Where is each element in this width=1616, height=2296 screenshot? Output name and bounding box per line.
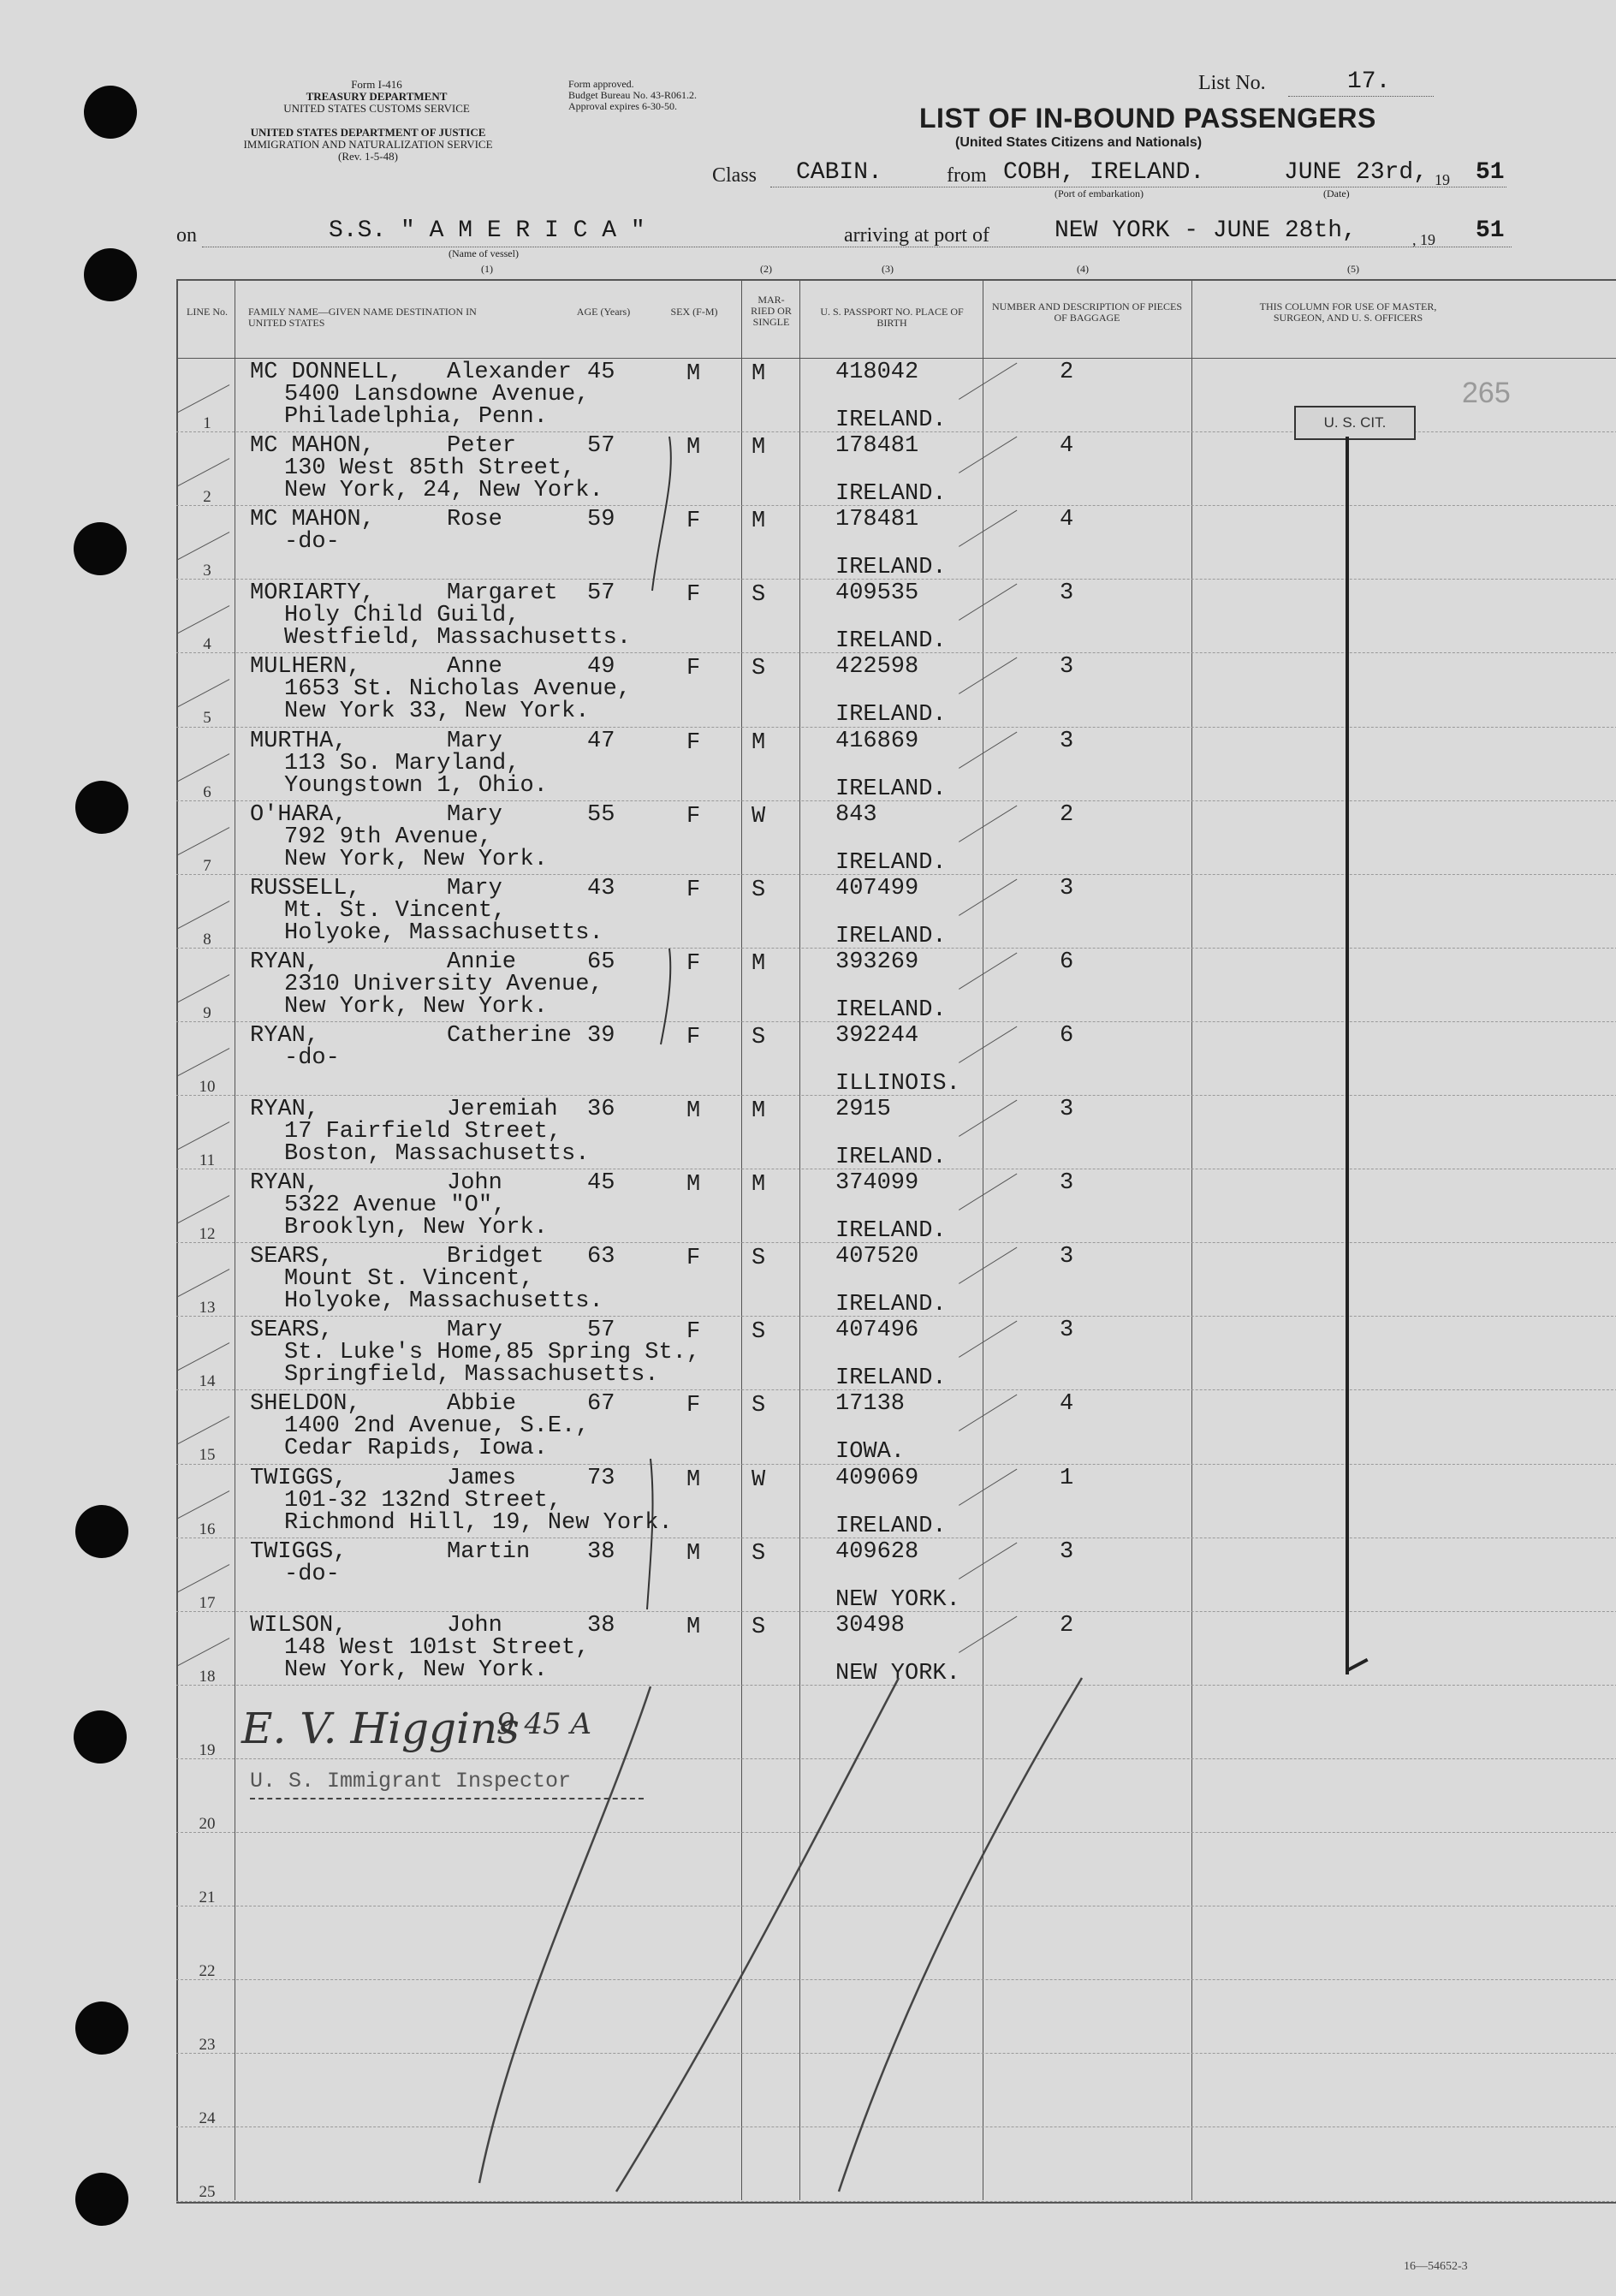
marital-status: M bbox=[752, 729, 766, 756]
passenger-given-name: Bridget bbox=[447, 1244, 544, 1270]
destination-line-1: 1400 2nd Avenue, S.E., bbox=[284, 1413, 590, 1440]
marital-status: S bbox=[752, 1024, 766, 1050]
line-number: 10 bbox=[199, 1077, 216, 1096]
passenger-surname: O'HARA, bbox=[250, 801, 348, 828]
passenger-surname: MC DONNELL, bbox=[250, 360, 403, 385]
line-number: 22 bbox=[199, 1962, 216, 1981]
passenger-surname: TWIGGS, bbox=[250, 1538, 348, 1565]
place-of-birth: IRELAND. bbox=[835, 1292, 947, 1318]
passport-number: 409069 bbox=[835, 1465, 919, 1491]
destination-line-2: New York 33, New York. bbox=[284, 699, 590, 725]
baggage-count: 3 bbox=[1060, 728, 1074, 754]
passenger-surname: TWIGGS, bbox=[250, 1465, 348, 1491]
passenger-age: 67 bbox=[587, 1391, 615, 1418]
header-divider bbox=[176, 358, 1616, 359]
destination-line-1: St. Luke's Home,85 Spring St., bbox=[284, 1340, 701, 1366]
col-header-line: LINE No. bbox=[187, 306, 228, 318]
destination-line-1: 1653 St. Nicholas Avenue, bbox=[284, 676, 632, 703]
passenger-surname: MC MAHON, bbox=[250, 507, 375, 533]
line-number: 20 bbox=[199, 1814, 216, 1833]
marital-status: S bbox=[752, 1540, 766, 1567]
arriving-label: arriving at port of bbox=[844, 224, 989, 247]
destination-line-2: Richmond Hill, 19, New York. bbox=[284, 1509, 673, 1536]
place-of-birth: IRELAND. bbox=[835, 1365, 947, 1392]
passenger-given-name: Anne bbox=[447, 654, 502, 681]
passenger-given-name: John bbox=[447, 1612, 502, 1639]
passenger-sex: F bbox=[686, 1393, 701, 1419]
marital-status: S bbox=[752, 1393, 766, 1419]
us-citizen-stamp bbox=[1294, 406, 1416, 440]
passenger-surname: RYAN, bbox=[250, 949, 320, 975]
bracket-line bbox=[1346, 437, 1349, 1674]
line-number: 15 bbox=[199, 1446, 216, 1465]
budget-bureau: Budget Bureau No. 43-R061.2. bbox=[568, 89, 697, 101]
col-divider bbox=[799, 281, 800, 2200]
passenger-sex: F bbox=[686, 582, 701, 609]
passport-number: 407496 bbox=[835, 1318, 919, 1344]
place-of-birth: IRELAND. bbox=[835, 996, 947, 1023]
place-of-birth: IRELAND. bbox=[835, 555, 947, 581]
passenger-age: 57 bbox=[587, 580, 615, 607]
place-of-birth: IOWA. bbox=[835, 1439, 906, 1466]
passenger-sex: F bbox=[686, 803, 701, 830]
customs-service: UNITED STATES CUSTOMS SERVICE bbox=[283, 102, 470, 115]
destination-line-1: Holy Child Guild, bbox=[284, 603, 520, 629]
passenger-sex: M bbox=[686, 1466, 701, 1493]
passenger-age: 49 bbox=[587, 654, 615, 681]
date-value: JUNE 23rd, bbox=[1284, 159, 1429, 186]
baggage-count: 3 bbox=[1060, 580, 1074, 607]
list-no-underline bbox=[1288, 96, 1434, 97]
passport-number: 392244 bbox=[835, 1022, 919, 1049]
passport-number: 407520 bbox=[835, 1244, 919, 1270]
marital-status: S bbox=[752, 1246, 766, 1272]
ins-service: IMMIGRATION AND NATURALIZATION SERVICE bbox=[243, 138, 493, 151]
col-num-4: (4) bbox=[1077, 263, 1089, 275]
destination-line-2: Youngstown 1, Ohio. bbox=[284, 772, 548, 799]
passenger-given-name: Rose bbox=[447, 507, 502, 533]
baggage-count: 3 bbox=[1060, 875, 1074, 901]
marital-status: M bbox=[752, 950, 766, 977]
passenger-sex: F bbox=[686, 1024, 701, 1050]
footer-code: 16—54652-3 bbox=[1404, 2260, 1468, 2273]
destination-line-1: 5400 Lansdowne Avenue, bbox=[284, 382, 590, 407]
baggage-count: 1 bbox=[1060, 1465, 1074, 1491]
destination-line-2: New York, New York. bbox=[284, 993, 548, 1020]
passenger-given-name: Peter bbox=[447, 433, 517, 460]
passenger-sex: M bbox=[686, 361, 701, 387]
passenger-age: 55 bbox=[587, 801, 615, 828]
department: TREASURY DEPARTMENT bbox=[306, 90, 448, 103]
destination-line-1: -do- bbox=[284, 529, 340, 556]
place-of-birth: IRELAND. bbox=[835, 1145, 947, 1170]
row-rule bbox=[176, 2126, 1616, 2127]
justice-department: UNITED STATES DEPARTMENT OF JUSTICE bbox=[250, 126, 486, 139]
destination-line-2: Springfield, Massachusetts. bbox=[284, 1362, 659, 1389]
place-of-birth: IRELAND. bbox=[835, 407, 947, 433]
inspector-label: U. S. Immigrant Inspector bbox=[250, 1769, 572, 1793]
passenger-age: 65 bbox=[587, 949, 615, 975]
punch-hole bbox=[75, 2002, 128, 2055]
baggage-count: 3 bbox=[1060, 1538, 1074, 1565]
passenger-sex: F bbox=[686, 509, 701, 535]
baggage-count: 6 bbox=[1060, 1022, 1074, 1049]
passenger-age: 57 bbox=[587, 1318, 615, 1344]
revision: (Rev. 1-5-48) bbox=[338, 150, 398, 163]
form-number: Form I-416 bbox=[351, 78, 402, 91]
punch-hole bbox=[84, 86, 137, 139]
place-of-birth: IRELAND. bbox=[835, 481, 947, 508]
vessel-caption: (Name of vessel) bbox=[449, 247, 519, 259]
passenger-given-name: Annie bbox=[447, 949, 517, 975]
row-rule bbox=[176, 1979, 1616, 1980]
passport-number: 178481 bbox=[835, 433, 919, 460]
date-caption: (Date) bbox=[1323, 187, 1350, 199]
baggage-count: 3 bbox=[1060, 1170, 1074, 1197]
place-of-birth: IRELAND. bbox=[835, 776, 947, 802]
passenger-surname: MURTHA, bbox=[250, 728, 348, 754]
passenger-surname: MULHERN, bbox=[250, 654, 361, 681]
baggage-count: 4 bbox=[1060, 507, 1074, 533]
page-title: LIST OF IN-BOUND PASSENGERS bbox=[919, 103, 1376, 134]
passenger-sex: F bbox=[686, 656, 701, 682]
line-number: 25 bbox=[199, 2183, 216, 2202]
passenger-sex: F bbox=[686, 729, 701, 756]
baggage-count: 3 bbox=[1060, 1097, 1074, 1122]
destination-line-2: Westfield, Massachusetts. bbox=[284, 625, 632, 651]
passenger-given-name: Mary bbox=[447, 1318, 502, 1344]
form-approved: Form approved. bbox=[568, 78, 634, 90]
year-prefix: 19 bbox=[1435, 171, 1450, 188]
row-rule bbox=[176, 2201, 1616, 2202]
destination-line-1: Mt. St. Vincent, bbox=[284, 897, 507, 924]
arrival-value: NEW YORK - JUNE 28th, bbox=[1055, 217, 1357, 244]
marital-status: M bbox=[752, 361, 766, 387]
destination-line-2: New York, New York. bbox=[284, 846, 548, 872]
port-caption: (Port of embarkation) bbox=[1055, 187, 1144, 199]
baggage-count: 4 bbox=[1060, 433, 1074, 460]
destination-line-2: Brooklyn, New York. bbox=[284, 1215, 548, 1241]
col-num-3: (3) bbox=[882, 263, 894, 275]
passenger-given-name: Abbie bbox=[447, 1391, 517, 1418]
passenger-age: 63 bbox=[587, 1244, 615, 1270]
row-rule bbox=[176, 2053, 1616, 2054]
passenger-sex: F bbox=[686, 1319, 701, 1346]
passport-number: 416869 bbox=[835, 728, 919, 754]
place-of-birth: IRELAND. bbox=[835, 1513, 947, 1539]
line-number: 4 bbox=[203, 635, 211, 654]
place-of-birth: IRELAND. bbox=[835, 1218, 947, 1245]
passenger-given-name: Martin bbox=[447, 1538, 531, 1565]
marital-status: M bbox=[752, 1098, 766, 1124]
passenger-sex: M bbox=[686, 435, 701, 461]
place-of-birth: ILLINOIS. bbox=[835, 1070, 960, 1097]
passport-number: 418042 bbox=[835, 360, 919, 385]
marital-status: S bbox=[752, 1614, 766, 1640]
approval-expires: Approval expires 6-30-50. bbox=[568, 100, 677, 112]
from-label: from bbox=[947, 164, 987, 187]
place-of-birth: IRELAND. bbox=[835, 702, 947, 729]
line-number: 24 bbox=[199, 2109, 216, 2128]
passenger-sex: F bbox=[686, 1246, 701, 1272]
baggage-count: 2 bbox=[1060, 1612, 1074, 1639]
destination-line-2: Holyoke, Massachusetts. bbox=[284, 1288, 603, 1315]
passenger-given-name: Catherine bbox=[447, 1022, 572, 1049]
destination-line-1: 792 9th Avenue, bbox=[284, 824, 493, 850]
passport-number: 30498 bbox=[835, 1612, 906, 1639]
col-header-officers: THIS COLUMN FOR USE OF MASTER, SURGEON, AND U. S. OFFICERS bbox=[1259, 300, 1437, 324]
line-number: 2 bbox=[203, 488, 211, 507]
line-number: 1 bbox=[203, 414, 211, 432]
col-header-age: AGE (Years) bbox=[576, 306, 631, 318]
destination-line-1: 2310 University Avenue, bbox=[284, 971, 603, 997]
passenger-surname: RYAN, bbox=[250, 1022, 320, 1049]
stamp-text: U. S. CIT. bbox=[1323, 414, 1387, 431]
col-num-2: (2) bbox=[760, 263, 772, 275]
page-subtitle: (United States Citizens and Nationals) bbox=[955, 135, 1203, 150]
passport-number: 422598 bbox=[835, 654, 919, 681]
passenger-age: 45 bbox=[587, 1170, 615, 1197]
marital-status: M bbox=[752, 509, 766, 535]
destination-line-2: Holyoke, Massachusetts. bbox=[284, 919, 603, 946]
passenger-given-name: John bbox=[447, 1170, 502, 1197]
place-of-birth: NEW YORK. bbox=[835, 1660, 960, 1686]
col-divider bbox=[1191, 281, 1192, 2200]
passport-number: 409628 bbox=[835, 1538, 919, 1565]
list-no-label: List No. bbox=[1198, 72, 1266, 94]
passport-number: 178481 bbox=[835, 507, 919, 533]
passenger-given-name: Margaret bbox=[447, 580, 558, 607]
passenger-given-name: Mary bbox=[447, 875, 502, 901]
passenger-surname: SEARS, bbox=[250, 1318, 334, 1344]
passenger-age: 39 bbox=[587, 1022, 615, 1049]
marital-status: S bbox=[752, 1319, 766, 1346]
line-number: 5 bbox=[203, 709, 211, 728]
passport-number: 17138 bbox=[835, 1391, 906, 1418]
col-num-5: (5) bbox=[1347, 263, 1359, 275]
baggage-count: 4 bbox=[1060, 1391, 1074, 1418]
year-value: 51 bbox=[1476, 159, 1505, 186]
col-header-married: MAR-RIED OR SINGLE bbox=[751, 294, 792, 328]
place-of-birth: NEW YORK. bbox=[835, 1586, 960, 1613]
line-number: 12 bbox=[199, 1225, 216, 1244]
on-label: on bbox=[176, 224, 197, 247]
line-number: 9 bbox=[203, 1003, 211, 1022]
passenger-surname: RYAN, bbox=[250, 1170, 320, 1197]
destination-line-1: 17 Fairfield Street, bbox=[284, 1119, 562, 1145]
destination-line-1: -do- bbox=[284, 1044, 340, 1071]
punch-hole bbox=[75, 2173, 128, 2226]
marital-status: S bbox=[752, 877, 766, 903]
destination-line-1: 5322 Avenue "O", bbox=[284, 1193, 507, 1219]
line-number: 8 bbox=[203, 930, 211, 949]
punch-hole bbox=[75, 1505, 128, 1558]
passport-number: 407499 bbox=[835, 875, 919, 901]
inspector-underline bbox=[250, 1798, 644, 1799]
line-number: 18 bbox=[199, 1667, 216, 1686]
destination-line-2: Philadelphia, Penn. bbox=[284, 404, 548, 430]
line-number: 17 bbox=[199, 1593, 216, 1612]
place-of-birth: IRELAND. bbox=[835, 849, 947, 876]
line-number: 13 bbox=[199, 1299, 216, 1318]
punch-hole bbox=[75, 781, 128, 834]
baggage-count: 3 bbox=[1060, 1318, 1074, 1344]
passenger-surname: WILSON, bbox=[250, 1612, 348, 1639]
destination-line-1: 101-32 132nd Street, bbox=[284, 1487, 562, 1514]
marital-status: S bbox=[752, 582, 766, 609]
line-number: 6 bbox=[203, 782, 211, 801]
passenger-age: 47 bbox=[587, 728, 615, 754]
passenger-surname: MORIARTY, bbox=[250, 580, 375, 607]
line-number: 23 bbox=[199, 2036, 216, 2055]
passenger-surname: RUSSELL, bbox=[250, 875, 361, 901]
line-number: 19 bbox=[199, 1740, 216, 1759]
passenger-given-name: James bbox=[447, 1465, 517, 1491]
marital-status: M bbox=[752, 1172, 766, 1199]
destination-line-2: New York, 24, New York. bbox=[284, 478, 603, 504]
destination-line-1: -do- bbox=[284, 1561, 340, 1587]
destination-line-2: Cedar Rapids, Iowa. bbox=[284, 1436, 548, 1462]
passenger-age: 38 bbox=[587, 1612, 615, 1639]
line-number: 3 bbox=[203, 562, 211, 580]
list-number: 17. bbox=[1347, 68, 1391, 95]
arrival-year-prefix: , 19 bbox=[1412, 231, 1435, 248]
line-number: 7 bbox=[203, 856, 211, 875]
passenger-surname: SHELDON, bbox=[250, 1391, 361, 1418]
baggage-count: 2 bbox=[1060, 360, 1074, 385]
arrival-year: 51 bbox=[1476, 217, 1505, 244]
baggage-count: 3 bbox=[1060, 1244, 1074, 1270]
place-of-birth: IRELAND. bbox=[835, 628, 947, 655]
passenger-given-name: Jeremiah bbox=[447, 1097, 558, 1122]
punch-hole bbox=[84, 248, 137, 301]
passenger-sex: M bbox=[686, 1540, 701, 1567]
class-label: Class bbox=[712, 164, 758, 187]
passport-number: 393269 bbox=[835, 949, 919, 975]
row-rule bbox=[176, 1758, 1616, 1759]
passenger-age: 45 bbox=[587, 360, 615, 385]
passenger-age: 38 bbox=[587, 1538, 615, 1565]
col-divider bbox=[741, 281, 742, 2200]
place-of-birth: IRELAND. bbox=[835, 923, 947, 949]
line-number: 14 bbox=[199, 1372, 216, 1391]
passport-number: 843 bbox=[835, 801, 877, 828]
marital-status: M bbox=[752, 435, 766, 461]
baggage-count: 3 bbox=[1060, 654, 1074, 681]
line-number: 11 bbox=[199, 1151, 216, 1169]
passenger-sex: M bbox=[686, 1098, 701, 1124]
baggage-count: 2 bbox=[1060, 801, 1074, 828]
destination-line-2: New York, New York. bbox=[284, 1657, 548, 1683]
line-number: 21 bbox=[199, 1889, 216, 1906]
passport-number: 374099 bbox=[835, 1170, 919, 1197]
col-header-baggage: NUMBER AND DESCRIPTION OF PIECES OF BAGGAGE bbox=[991, 300, 1183, 324]
col-num-1: (1) bbox=[481, 263, 493, 275]
passenger-surname: MC MAHON, bbox=[250, 433, 375, 460]
line-number: 16 bbox=[199, 1520, 216, 1538]
passenger-given-name: Mary bbox=[447, 801, 502, 828]
passenger-surname: SEARS, bbox=[250, 1244, 334, 1270]
col-header-sex: SEX (F-M) bbox=[670, 306, 718, 318]
destination-line-1: 130 West 85th Street, bbox=[284, 455, 576, 482]
passenger-given-name: Mary bbox=[447, 728, 502, 754]
port-value: COBH, IRELAND. bbox=[1003, 159, 1205, 186]
destination-line-2: Boston, Massachusetts. bbox=[284, 1141, 590, 1167]
page-number: 265 bbox=[1462, 377, 1511, 409]
baggage-count: 6 bbox=[1060, 949, 1074, 975]
marital-status: W bbox=[752, 1466, 766, 1493]
destination-line-1: Mount St. Vincent, bbox=[284, 1266, 534, 1293]
row-rule bbox=[176, 1832, 1616, 1833]
col-header-passport: U. S. PASSPORT NO. PLACE OF BIRTH bbox=[820, 306, 964, 329]
passenger-age: 43 bbox=[587, 875, 615, 901]
passport-number: 2915 bbox=[835, 1097, 891, 1122]
col-header-name: FAMILY NAME—GIVEN NAME DESTINATION IN UNITED STATES bbox=[248, 306, 477, 329]
marital-status: S bbox=[752, 656, 766, 682]
class-value: CABIN. bbox=[796, 159, 882, 186]
destination-line-1: 148 West 101st Street, bbox=[284, 1634, 590, 1661]
marital-status: W bbox=[752, 803, 766, 830]
signature-time: 9 45 A bbox=[496, 1707, 592, 1741]
passport-number: 409535 bbox=[835, 580, 919, 607]
passenger-sex: F bbox=[686, 950, 701, 977]
vessel-value: S.S. " A M E R I C A " bbox=[329, 217, 645, 244]
passenger-age: 36 bbox=[587, 1097, 615, 1122]
punch-hole bbox=[74, 522, 127, 575]
passenger-sex: M bbox=[686, 1614, 701, 1640]
passenger-age: 73 bbox=[587, 1465, 615, 1491]
punch-hole bbox=[74, 1710, 127, 1764]
passenger-sex: F bbox=[686, 877, 701, 903]
passenger-age: 59 bbox=[587, 507, 615, 533]
passenger-sex: M bbox=[686, 1172, 701, 1199]
passenger-surname: RYAN, bbox=[250, 1097, 320, 1122]
destination-line-1: 113 So. Maryland, bbox=[284, 750, 520, 776]
passenger-age: 57 bbox=[587, 433, 615, 460]
inspector-signature: E. V. Higgins bbox=[241, 1704, 520, 1753]
passenger-given-name: Alexander bbox=[447, 360, 572, 385]
